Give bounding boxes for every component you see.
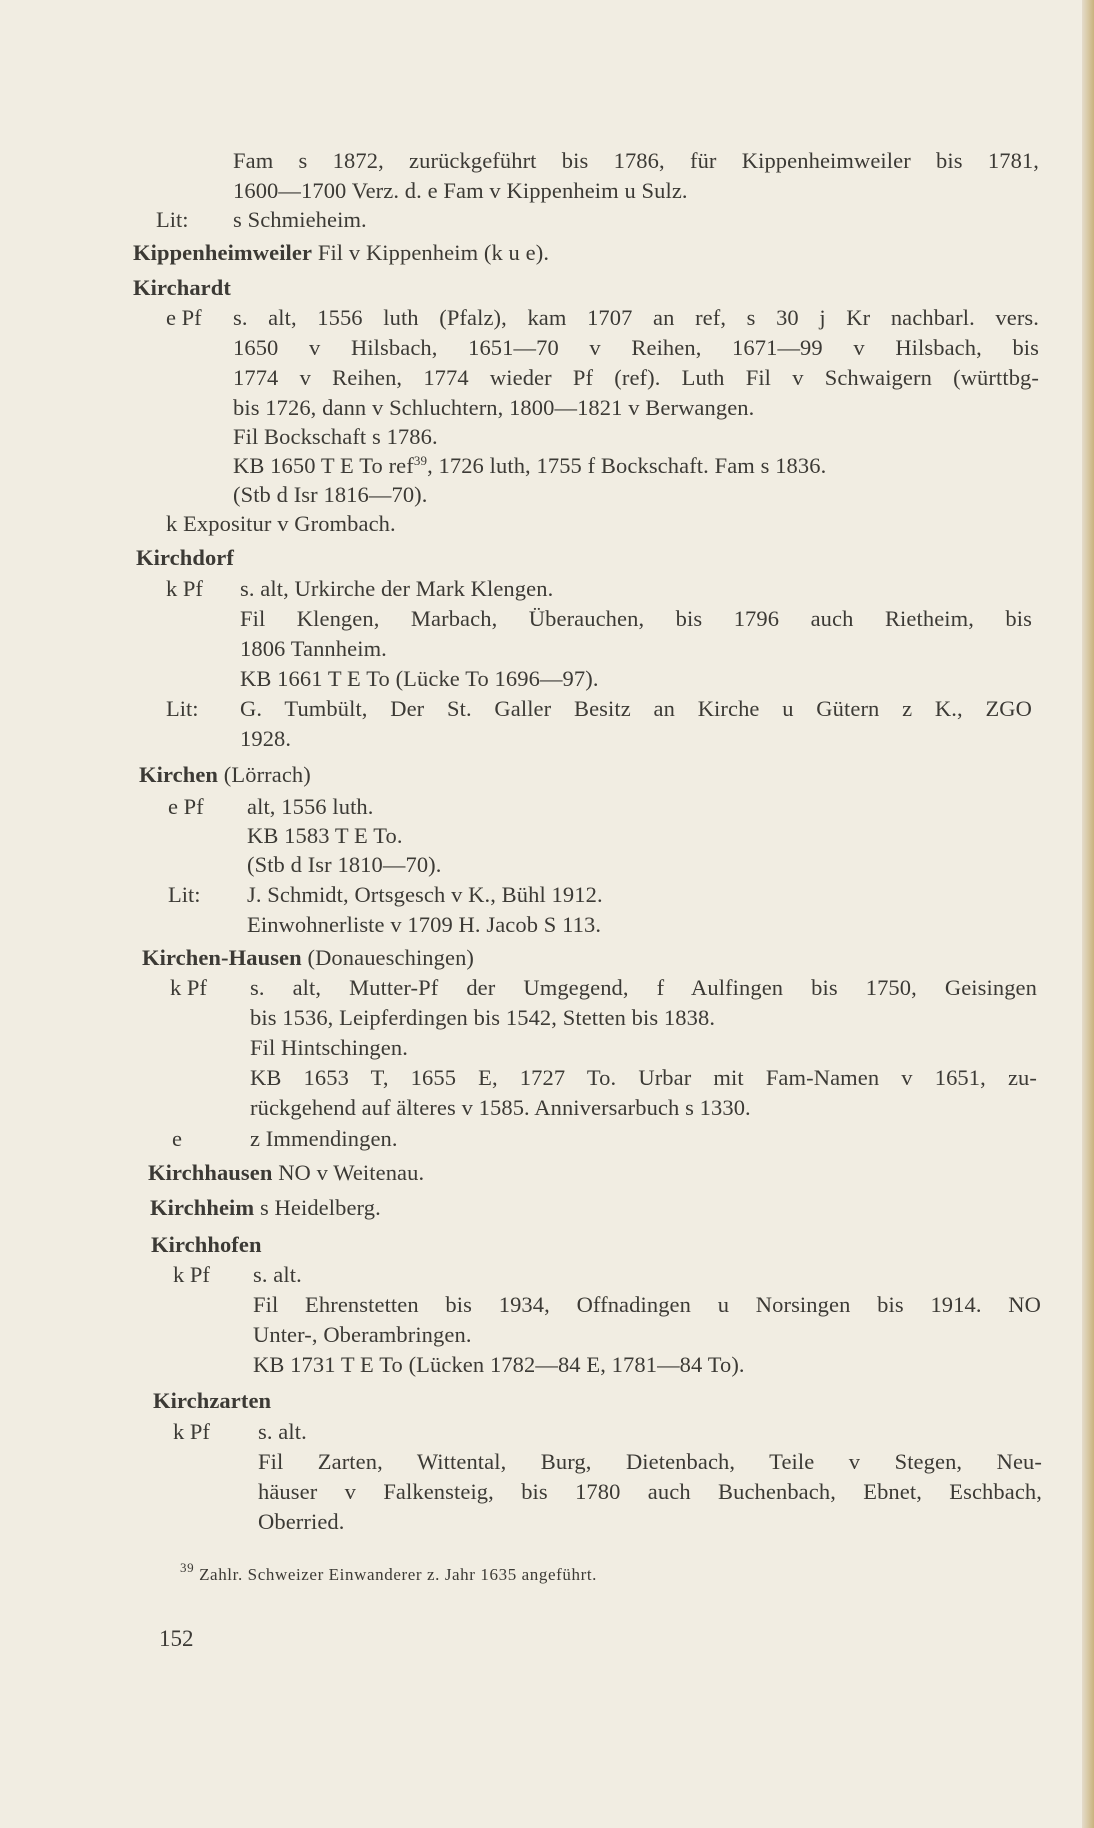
lit-label: Lit: [168,882,201,907]
entry-line: KB 1661 T E To (Lücke To 1696—97). [240,666,599,691]
entry-kirchheim [150,1193,381,1223]
entry-line: KB 1731 T E To (Lücken 1782—84 E, 1781—84 To). [253,1352,745,1377]
lit-label: Lit: [166,696,199,721]
entry-line: Fil Zarten, Wittental, Burg, Dietenbach, Teile v Stegen, Neu- [258,1449,1042,1474]
entry-line: Fil Klengen, Marbach, Überauchen, bis 1796 auch Rietheim, bis [240,606,1032,631]
entry-line: KB 1653 T, 1655 E, 1727 To. Urbar mit Fam-Namen v 1651, zu- [250,1065,1037,1090]
entry-line: (Stb d Isr 1810—70). [247,852,442,877]
entry-line: KB 1583 T E To. [247,823,403,848]
place-heading: Kirchen-Hausen [142,945,302,970]
place-heading: Kirchhofen [151,1232,262,1257]
footnote-marker: 39 [180,1560,195,1575]
place-heading: Kirchen [139,762,219,787]
place-heading: Kippenheimweiler [133,240,313,265]
entry-line: s. alt, 1556 luth (Pfalz), kam 1707 an ref, s 30 j Kr nachbarl. vers. [233,305,1039,330]
entry-line: s. alt. [253,1262,302,1287]
district: (Donaueschingen) [307,945,475,970]
entry-line: Fil Hintschingen. [250,1035,408,1060]
entry-line: 1650 v Hilsbach, 1651—70 v Reihen, 1671—99 v Hilsbach, bis [233,335,1039,360]
entry-line: Einwohnerliste v 1709 H. Jacob S 113. [247,912,602,937]
entry-text: NO v Weitenau. [278,1160,425,1185]
denomination-label: e Pf [166,305,202,330]
page-number: 152 [159,1626,194,1651]
entry-line: alt, 1556 luth. [247,794,374,819]
footnote-text: Zahlr. Schweizer Einwanderer z. Jahr 1635 angeführt. [199,1565,598,1584]
denomination-label: k Pf [173,1262,210,1287]
entry-kirchen-hausen-heading [142,943,474,973]
entry-line: G. Tumbült, Der St. Galler Besitz an Kirche u Gütern z K., ZGO [240,696,1032,721]
place-heading: Kirchhausen [148,1160,273,1185]
entry-line: Fil Bockschaft s 1786. [233,424,438,449]
entry-line: Unter-, Oberambringen. [253,1322,472,1347]
entry-kippenheimweiler [133,238,549,268]
entry-line: Oberried. [258,1509,345,1534]
place-heading: Kirchardt [133,275,231,300]
entry-line: s Schmieheim. [233,207,367,232]
denomination-label: e Pf [168,794,204,819]
entry-line: häuser v Falkensteig, bis 1780 auch Buchenbach, Ebnet, Eschbach, [258,1479,1042,1504]
entry-line: rückgehend auf älteres v 1585. Anniversarbuch s 1330. [250,1095,751,1120]
denomination-label: k Pf [166,576,203,601]
entry-line: z Immendingen. [250,1126,398,1151]
entry-line: s. alt. [258,1419,307,1444]
entry-line: s. alt, Urkirche der Mark Klengen. [240,576,554,601]
entry-line: 1806 Tannheim. [240,636,387,661]
entry-line: bis 1536, Leipferdingen bis 1542, Stetten bis 1838. [250,1005,716,1030]
entry-line: s. alt, Mutter-Pf der Umgegend, f Aulfingen bis 1750, Geisingen [250,975,1037,1000]
place-heading: Kirchheim [150,1195,255,1220]
book-spine-edge [1082,0,1094,1828]
footnote-ref: 39 [413,453,428,468]
entry-line: J. Schmidt, Ortsgesch v K., Bühl 1912. [247,882,603,907]
entry-line: bis 1726, dann v Schluchtern, 1800—1821 v Berwangen. [233,395,755,420]
denomination-label: k Pf [173,1419,210,1444]
entry-kirchen-heading [139,760,311,790]
entry-line: 1600—1700 Verz. d. e Fam v Kippenheim u Sulz. [233,178,688,203]
entry-line: 1774 v Reihen, 1774 wieder Pf (ref). Luth Fil v Schwaigern (württbg- [233,365,1039,390]
entry-line: k Expositur v Grombach. [166,511,396,536]
entry-text: s Heidelberg. [259,1195,381,1220]
entry-line: (Stb d Isr 1816—70). [233,482,428,507]
entry-kirchhausen [148,1158,424,1188]
entry-line: Fam s 1872, zurückgeführt bis 1786, für Kippenheimweiler bis 1781, [233,148,1039,173]
entry-line: 1928. [240,726,292,751]
entry-line: KB 1650 T E To ref$^{39}$, 1726 luth, 1755 f Bockschaft. Fam s 1836. [233,453,827,478]
entry-line: Fil Ehrenstetten bis 1934, Offnadingen u Norsingen bis 1914. NO [253,1292,1041,1317]
place-heading: Kirchdorf [136,545,234,570]
entry-text: Fil v Kippenheim (k u e). [317,240,550,265]
denomination-label: e [172,1126,182,1151]
footnote [180,1560,598,1587]
district: (Lörrach) [223,762,311,787]
denomination-label: k Pf [170,975,207,1000]
place-heading: Kirchzarten [153,1388,272,1413]
lit-label: Lit: [156,207,189,232]
